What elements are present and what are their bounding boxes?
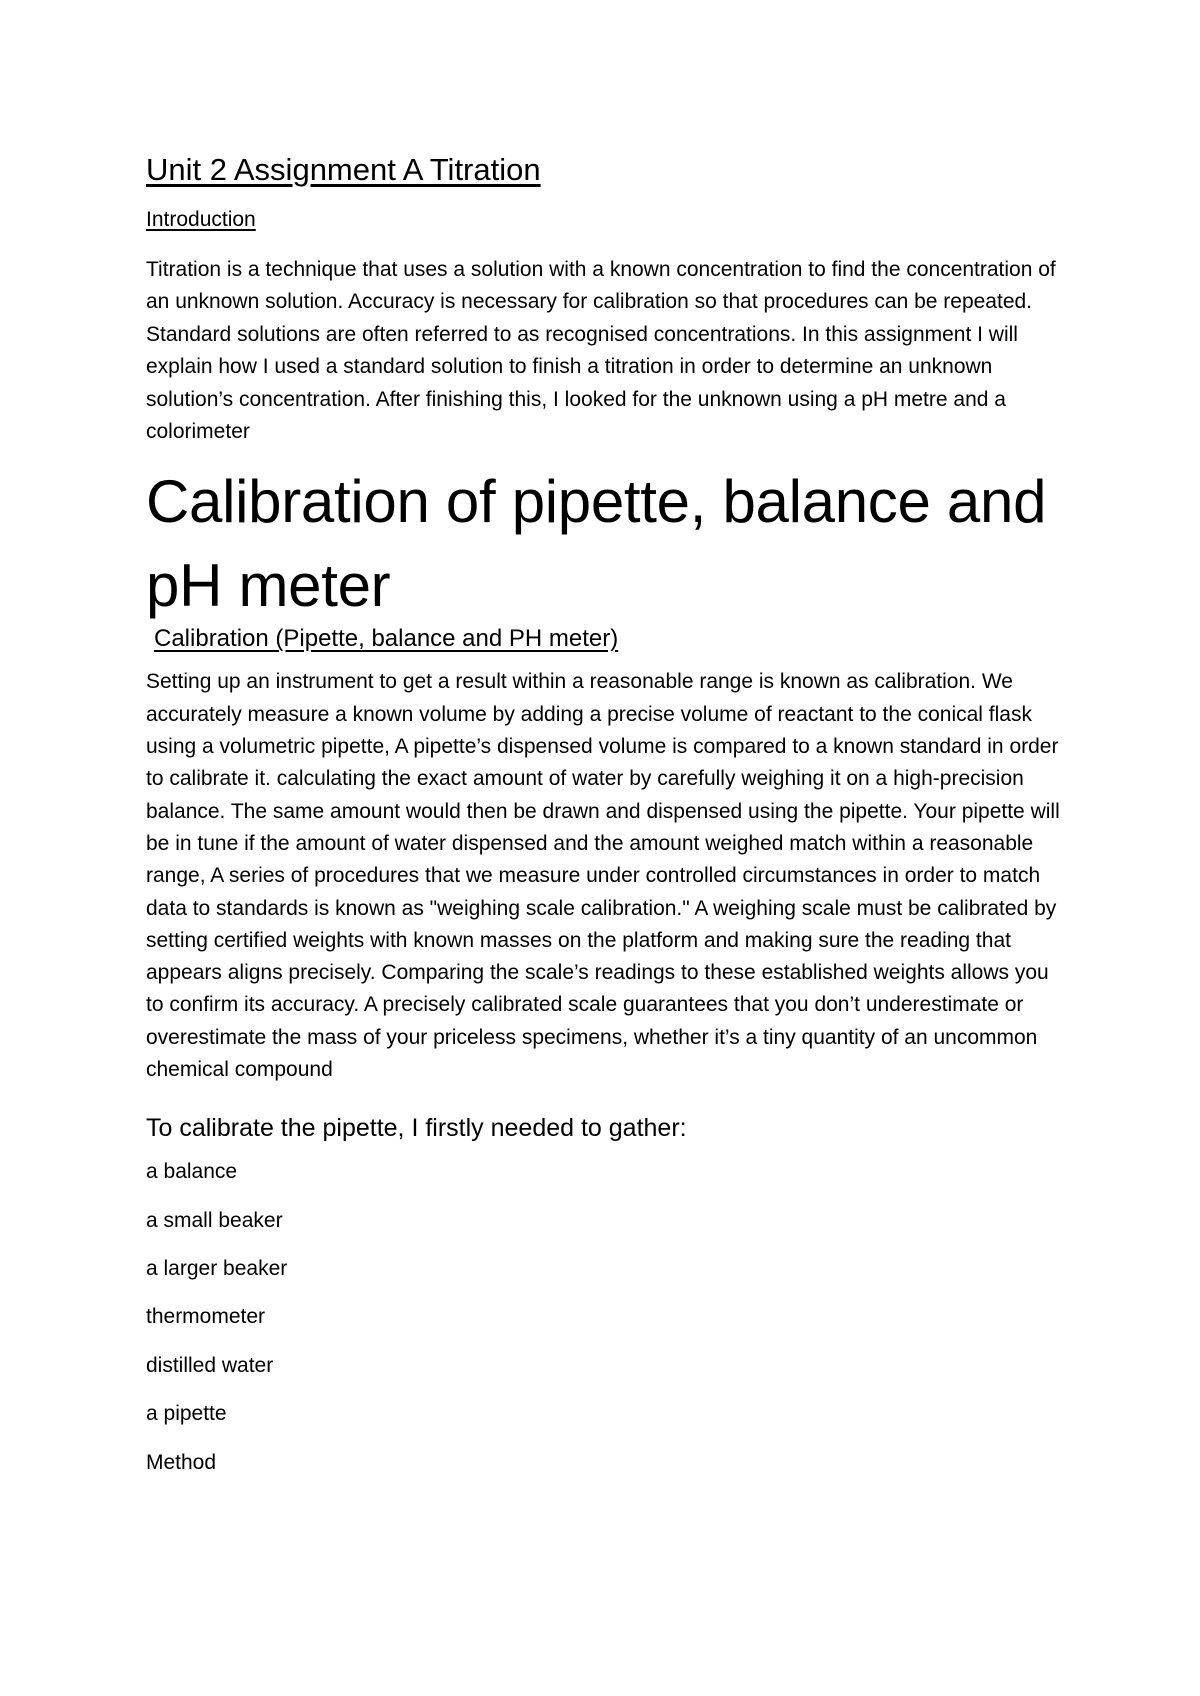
calibration-sub-heading: Calibration (Pipette, balance and PH meter) <box>154 625 619 653</box>
introduction-label: Introduction <box>146 208 256 231</box>
list-item: thermometer <box>146 1305 266 1329</box>
gather-heading: To calibrate the pipette, I firstly needed to gather: <box>146 1114 687 1143</box>
document-title: Unit 2 Assignment A Titration <box>146 152 541 187</box>
document-body <box>146 150 1066 1477</box>
list-item: a larger beaker <box>146 1257 288 1281</box>
method-label: Method <box>146 1450 217 1474</box>
list-item: a pipette <box>146 1402 227 1426</box>
list-item: a balance <box>146 1160 238 1184</box>
calibration-paragraph: Setting up an instrument to get a result within a reasonable range is known as calibration. We accurately measure a known volume by adding a precise volume of reactant to the conical flask using a volumetric pipette, A pipette’s dispensed volume is compared to a known standard in order to calibrate it. calculating the exact amount of water by carefully weighing it on a high-precision balance. The same amount would then be drawn and dispensed using the pipette. Your pipette will be in tune if the amount of water dispensed and the amount weighed match within a reasonable range, A series of procedures that we measure under controlled circumstances in order to match data to standards is known as "weighing scale calibration." A weighing scale must be calibrated by setting certified weights with known masses on the platform and making sure the reading that appears aligns precisely. Comparing the scale’s readings to these established weights allows you to confirm its accuracy. A precisely calibrated scale guarantees that you don’t underestimate or overestimate the mass of your priceless specimens, whether it’s a tiny quantity of an uncommon chemical compound <box>146 670 1060 1081</box>
introduction-paragraph: Titration is a technique that uses a solution with a known concentration to find the concentration of an unknown solution. Accuracy is necessary for calibration so that procedures can be repeated. Standard solutions are often referred to as recognised concentrations. In this assignment I will explain how I used a standard solution to finish a titration in order to determine an unknown solution’s concentration. After finishing this, I looked for the unknown using a pH metre and a colorimeter <box>146 258 1056 444</box>
equipment-list <box>146 1158 1066 1448</box>
list-item: distilled water <box>146 1353 274 1377</box>
list-item: a small beaker <box>146 1208 283 1232</box>
calibration-main-heading: Calibration of pipette, balance and pH meter <box>146 468 1047 620</box>
